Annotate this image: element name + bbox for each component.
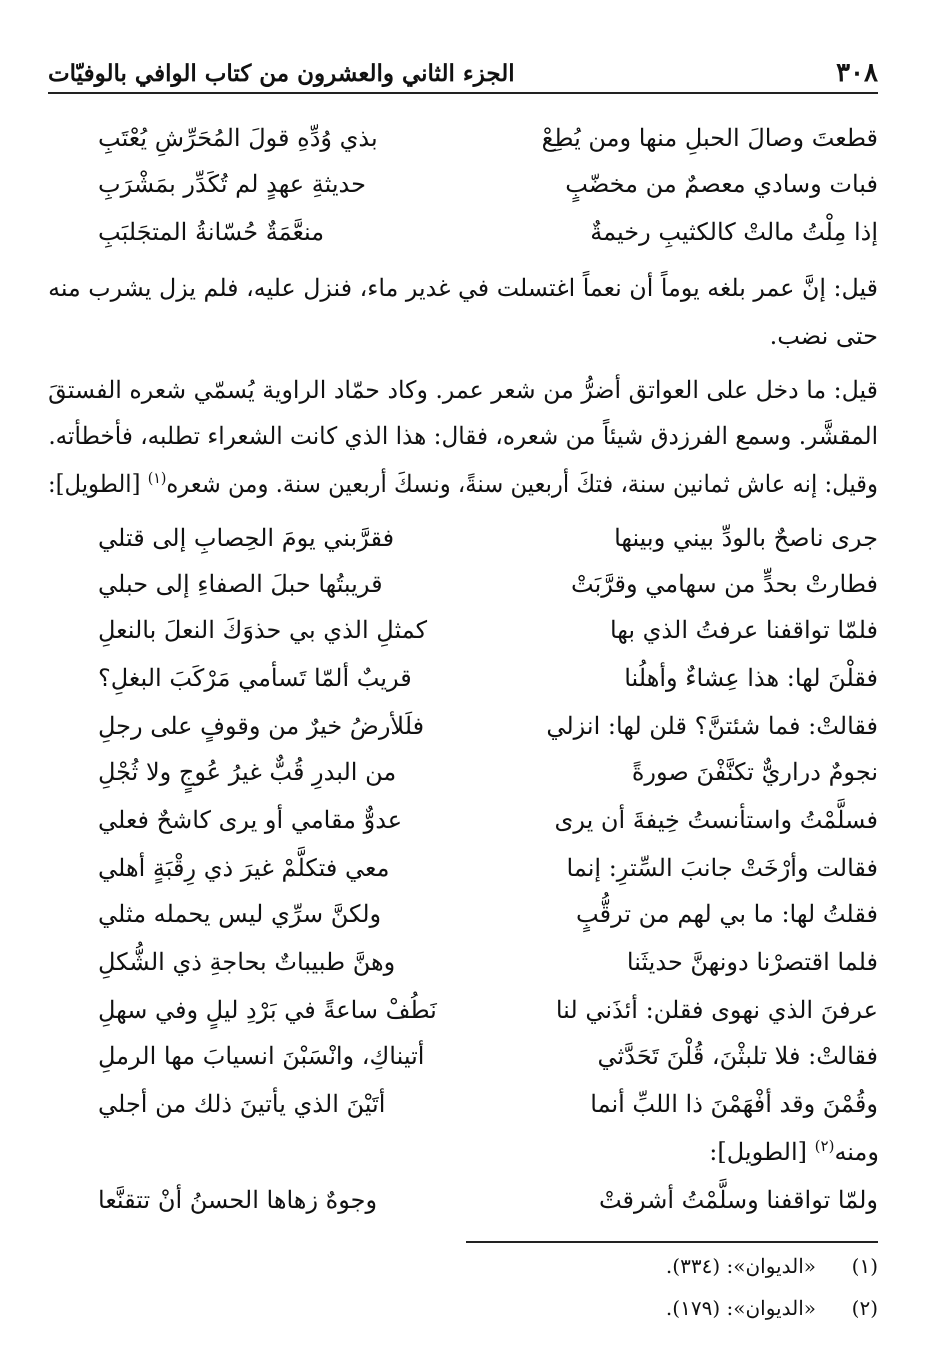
verse-first-hemistich: فقلتُ لها: ما بي لهم من ترقُّبٍ xyxy=(576,900,878,928)
verse-first-hemistich: وقُمْنَ وقد أفْهَمْنَ ذا اللبِّ أنما xyxy=(590,1090,878,1118)
verse-first-hemistich: نجومٌ دراريٌّ تكنَّفْنَ صورةً xyxy=(631,758,878,786)
verse-first-hemistich: إذا مِلْتُ مالتْ كالكثيبِ رخيمةٌ xyxy=(590,218,878,246)
footnote-marker: (١) xyxy=(147,469,167,487)
verse-line xyxy=(48,1090,878,1134)
verse-second-hemistich: كمثلِ الذي بي حذوَكَ النعلَ بالنعلِ xyxy=(98,616,427,644)
running-title: الجزء الثاني والعشرون من كتاب الوافي بالوفيّات xyxy=(48,60,515,87)
verse-second-hemistich: حديثةِ عهدٍ لم تُكَدِّر بمَشْرَبِ xyxy=(98,170,366,198)
verse-first-hemistich: فقالت وأرْخَتْ جانبَ السِّترِ: إنما xyxy=(566,854,878,882)
verse-second-hemistich: فقرَّبني يومَ الحِصابِ إلى قتلي xyxy=(98,524,395,552)
verse-second-hemistich: أتيناكِ، وانْسَبْنَ انسيابَ مها الرملِ xyxy=(98,1042,425,1070)
verse-second-hemistich: وجوهٌ زهاها الحسنُ أنْ تتقنَّعا xyxy=(98,1186,378,1214)
prose-line: حتى نضب. xyxy=(769,322,878,350)
verse-second-hemistich: وهنَّ طبيباتٌ بحاجةِ ذي الشُّكلِ xyxy=(98,948,396,976)
verse-line xyxy=(48,712,878,756)
footnote-number: (٢) xyxy=(851,1296,878,1320)
verse-line xyxy=(48,854,878,898)
verse-first-hemistich: فقالتْ: فلا تلبثْنَ، قُلْنَ تَحَدَّثي xyxy=(597,1042,878,1070)
verse-line xyxy=(48,948,878,992)
verse-second-hemistich: فلَلأرضُ خيرٌ من وقوفٍ على رجلِ xyxy=(98,712,425,740)
verse-second-hemistich: نَطُفْ ساعةً في بَرْدِ ليلٍ وفي سهلِ xyxy=(98,996,437,1024)
verse-line xyxy=(48,1042,878,1086)
verse-first-hemistich: فقالتْ: فما شئتنَّ؟ قلن لها: انزلي xyxy=(546,712,878,740)
verse-first-hemistich: فطارتْ بحدٍّ من سهامي وقرَّبَتْ xyxy=(571,570,878,598)
verse-line xyxy=(48,806,878,850)
verse-line xyxy=(48,616,878,660)
verse-first-hemistich: جرى ناصحٌ بالودِّ بيني وبينها xyxy=(614,524,878,552)
footnote-divider xyxy=(466,1241,878,1243)
verse-second-hemistich: أتَيْنَ الذي يأتينَ ذلك من أجلي xyxy=(98,1090,386,1118)
verse-second-hemistich: منعَّمَةٌ حُسّانةُ المتجَلبَبِ xyxy=(98,218,325,246)
verse-line xyxy=(48,1186,878,1230)
meter-label: [الطويل]: xyxy=(709,1138,815,1166)
verse-second-hemistich: من البدرِ قُبٌّ غيرُ عُوجٍ ولا ثُجْلِ xyxy=(98,758,397,786)
prose-text: ومنه xyxy=(834,1138,879,1166)
verse-line xyxy=(48,996,878,1040)
verse-line xyxy=(48,170,878,214)
verse-line xyxy=(48,570,878,614)
verse-second-hemistich: بذي وُدِّهِ قولَ المُحَرِّشِ يُعْتَبِ xyxy=(98,124,378,152)
verse-second-hemistich: قريبٌ ألمّا تَسأمي مَرْكَبَ البغلِ؟ xyxy=(98,664,412,692)
page-header xyxy=(48,52,878,92)
prose-line: قيل: إنَّ عمر بلغه يوماً أن نعماً اغتسلت في غدير ماء، فنزل عليه، فلم يزل يشرب منه xyxy=(48,274,878,302)
meter-note xyxy=(709,1138,879,1166)
footnote-text: «الديوان»: (٣٣٤). xyxy=(665,1254,816,1278)
verse-first-hemistich: فبات وسادي معصمٌ من مخضّبٍ xyxy=(565,170,878,198)
verse-second-hemistich: ولكنَّ سرِّي ليس يحمله مثلي xyxy=(98,900,382,928)
footnote-text: «الديوان»: (١٧٩). xyxy=(665,1296,816,1320)
prose-text: وقيل: إنه عاش ثمانين سنة، فتكَ أربعين سنةً، ونسكَ أربعين سنة. ومن شعره xyxy=(166,470,878,498)
verse-first-hemistich: فلما اقتصرْنا دونهنَّ حديثَنا xyxy=(626,948,878,976)
footnote-marker: (٢) xyxy=(814,1137,835,1155)
verse-line xyxy=(48,124,878,168)
verse-line xyxy=(48,218,878,262)
verse-line xyxy=(48,758,878,802)
meter-label: [الطويل]: xyxy=(48,470,148,498)
verse-first-hemistich: قطعتَ وصالَ الحبلِ منها ومن يُطِعْ xyxy=(541,124,878,152)
verse-second-hemistich: معي فتكلَّمْ غيرَ ذي رِقْبَةٍ أهلي xyxy=(98,854,390,882)
page-number: ٣٠٨ xyxy=(836,58,878,88)
prose-line xyxy=(48,469,878,498)
verse-first-hemistich: فلمّا تواقفنا عرفتُ الذي بها xyxy=(609,616,878,644)
prose-line: المقشَّر. وسمع الفرزدق شيئاً من شعره، فقال: هذا الذي كانت الشعراء تطلبه، فأخطأته. xyxy=(48,422,879,450)
verse-second-hemistich: عدوٌّ مقامي أو يرى كاشحٌ فعلي xyxy=(98,806,403,834)
verse-line xyxy=(48,900,878,944)
verse-second-hemistich: قريبتُها حبلَ الصفاءِ إلى حبلي xyxy=(98,570,383,598)
verse-first-hemistich: عرفنَ الذي نهوى فقلن: أئذَني لنا xyxy=(555,996,878,1024)
header-divider xyxy=(48,92,878,94)
footnote-number: (١) xyxy=(851,1254,878,1278)
prose-line: قيل: ما دخل على العواتق أضرُّ من شعر عمر. وكاد حمّاد الراوية يُسمّي شعره الفستقَ xyxy=(48,376,879,404)
verse-first-hemistich: فسلَّمْتُ واستأنستُ خِيفةَ أن يرى xyxy=(554,806,878,834)
verse-line xyxy=(48,524,878,568)
verse-line xyxy=(48,664,878,708)
verse-first-hemistich: فقلْنَ لها: هذا عِشاءٌ وأهلُنا xyxy=(624,664,878,692)
verse-first-hemistich: ولمّا تواقفنا وسلَّمْتُ أشرقتْ xyxy=(598,1186,878,1214)
